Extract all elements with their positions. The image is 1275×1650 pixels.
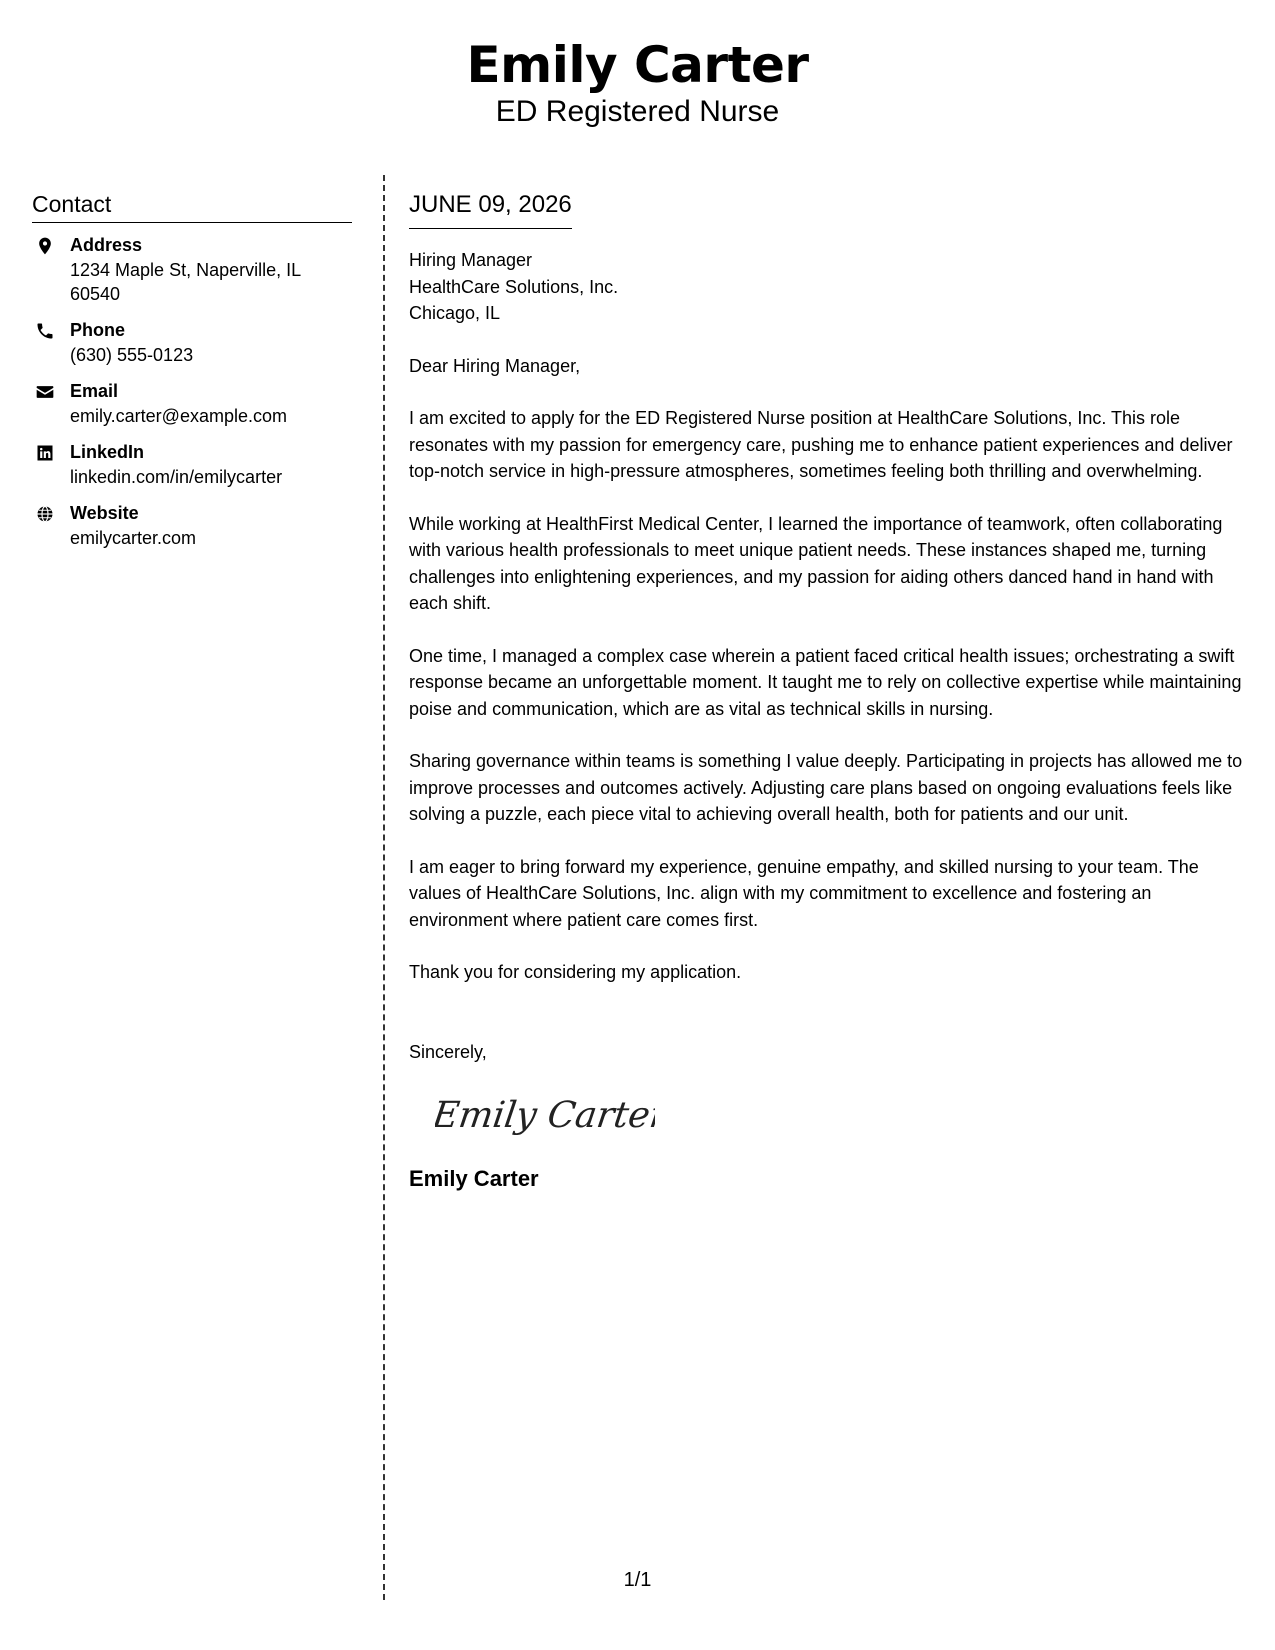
- contact-value: 1234 Maple St, Naperville, IL 60540: [70, 260, 301, 304]
- letter-paragraph: While working at HealthFirst Medical Center, I learned the importance of teamwork, often collaborating with various health professionals to meet unique patient needs. These instances shaped me, turning challenges into enlightening experiences, and my passion for aiding others danced hand in hand with each shift.: [409, 513, 1223, 613]
- contact-label: Email: [70, 381, 119, 401]
- letter-body: [409, 190, 1254, 1193]
- column-divider: [383, 175, 385, 1600]
- contact-value: linkedin.com/in/emilycarter: [70, 467, 283, 487]
- contact-item-linkedin: [32, 440, 352, 489]
- resume-header: [0, 34, 1275, 130]
- letter-date: JUNE 09, 2026: [409, 190, 572, 229]
- recipient-block: [409, 247, 1254, 327]
- letter-paragraph: One time, I managed a complex case wherein a patient faced critical health issues; orchestrating a swift response became an unforgettable moment. It taught me to rely on collective expertise while maintaining poise and communication, which are as vital as technical skills in nursing.: [409, 645, 1242, 719]
- envelope-icon: [32, 379, 70, 428]
- recipient-line: Hiring Manager: [409, 250, 533, 270]
- linkedin-icon: [32, 440, 70, 489]
- contact-heading: Contact: [32, 190, 352, 223]
- contact-sidebar: [32, 190, 352, 562]
- contact-label: LinkedIn: [70, 442, 145, 462]
- page-number: 1/1: [623, 1569, 652, 1591]
- globe-icon: [32, 501, 70, 550]
- contact-value: emilycarter.com: [70, 528, 197, 548]
- contact-item-website: [32, 501, 352, 550]
- contact-value: emily.carter@example.com: [70, 406, 287, 426]
- recipient-line: HealthCare Solutions, Inc.: [409, 276, 619, 297]
- handwritten-signature: [435, 1085, 1254, 1145]
- contact-item-phone: [32, 318, 352, 367]
- job-title: ED Registered Nurse: [495, 95, 780, 128]
- salutation: Dear Hiring Manager,: [409, 355, 581, 376]
- recipient-line: Chicago, IL: [409, 303, 501, 323]
- contact-value: (630) 555-0123: [70, 345, 194, 365]
- contact-label: Address: [70, 235, 143, 255]
- contact-item-address: [32, 233, 352, 306]
- location-pin-icon: [32, 233, 70, 306]
- applicant-name: Emily Carter: [466, 36, 809, 94]
- letter-paragraph: Sharing governance within teams is something I value deeply. Participating in projects has allowed me to improve processes and outcomes actively. Adjusting care plans based on ongoing evaluations feels like solving a puzzle, each piece vital to achieving overall health, both for patients and our unit.: [409, 751, 1243, 824]
- letter-paragraph: I am eager to bring forward my experience, genuine empathy, and skilled nursing to your team. The values of HealthCare Solutions, Inc. align with my commitment to excellence and fostering an environment where patient care comes first.: [409, 856, 1199, 930]
- letter-paragraph: Thank you for considering my application.: [409, 962, 742, 982]
- closing: Sincerely,: [409, 1041, 487, 1062]
- contact-list: [32, 233, 352, 550]
- contact-label: Phone: [70, 320, 126, 340]
- contact-item-email: [32, 379, 352, 428]
- signer-name: Emily Carter: [409, 1166, 539, 1191]
- phone-icon: [32, 318, 70, 367]
- letter-paragraph: I am excited to apply for the ED Registered Nurse position at HealthCare Solutions, Inc. This role resonates with my passion for emergency care, pushing me to enhance patient experiences and deliver top-notch service in high-pressure atmospheres, sometimes feeling both thrilling and overwhelming.: [409, 408, 1233, 481]
- signature-text: Emily Carter: [435, 1093, 655, 1136]
- contact-label: Website: [70, 503, 139, 523]
